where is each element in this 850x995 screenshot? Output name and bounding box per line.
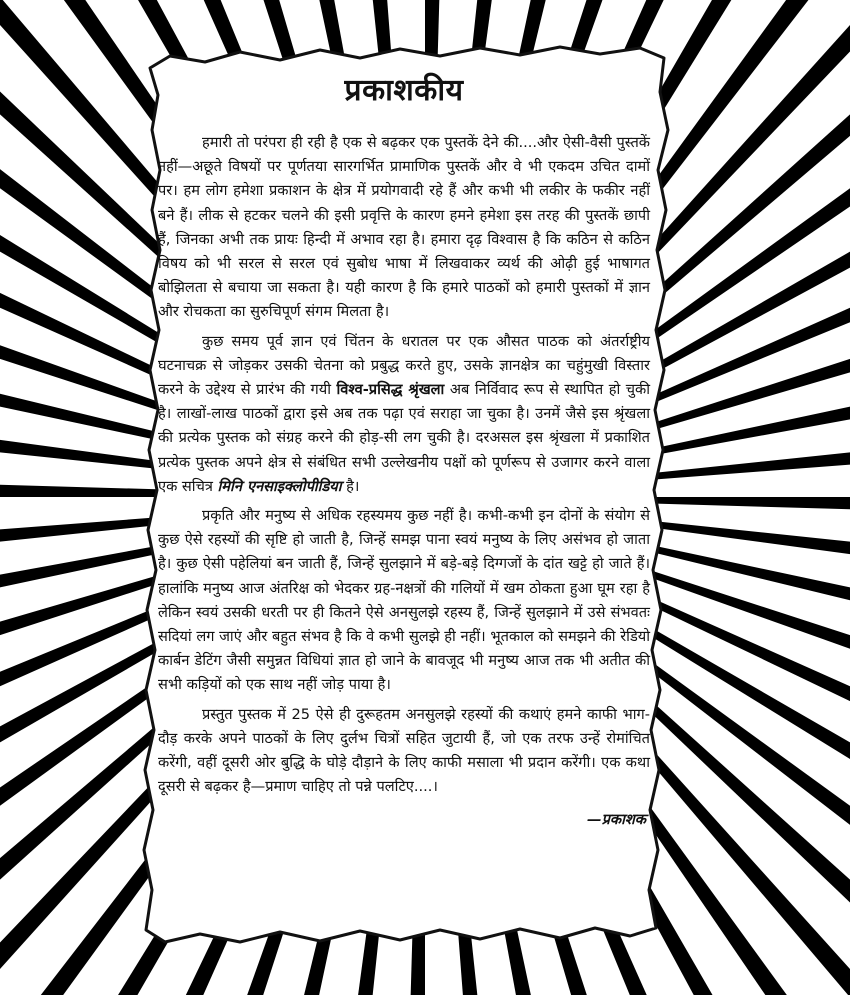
paragraph-2-text-b: अब निर्विवाद रूप से स्थापित हो चुकी है। लाखों-लाख पाठकों द्वारा इसे अब तक पढ़ा एवं सराहा जा चुका है। उनमें जैसे इस श्रृंखला की प्रत्येक पुस्तक को संग्रह करने की होड़-सी लग चुकी है। दरअसल इस श्रृंखला में प्रकाशित प्रत्येक पुस्तक अपने क्षेत्र से संबंधित सभी उल्लेखनीय पक्षों को पूर्णरूप से उजागर करने वाला एक सचित्र [158,381,651,495]
paragraph-2-text-a: कुछ समय पूर्व ज्ञान एवं चिंतन के धरातल पर एक औसत पाठक को अंतर्राष्ट्रीय घटनाचक्र से जोड़कर उसकी चेतना को प्रबुद्ध करते हुए, उसके ज्ञानक्षेत्र का चहुंमुखी विस्तार करने के उद्देश्य से प्रारंभ की गयी [158,332,650,399]
paragraph-3: प्रकृति और मनुष्य से अधिक रहस्यमय कुछ नहीं है। कभी-कभी इन दोनों के संयोग से कुछ ऐसे रहस्यों की सृष्टि हो जाती है, जिन्हें समझ पाना स्वयं मनुष्य के लिए असंभव हो जाता है। कुछ ऐसी पहेलियां बन जाती हैं, जिन्हें सुलझाने में बड़े-बड़े दिग्गजों के दांत खट्टे हो जाते हैं। हालांकि मनुष्य आज अंतरिक्ष को भेदकर ग्रह-नक्षत्रों की गलियों में खम ठोकता हुआ घूम रहा है लेकिन स्वयं उसकी धरती पर ही कितने ऐसे अनसुलझे रहस्य हैं, जिन्हें सुलझाने में उसे संभवतः सदियां लग जाएं और बहुत संभव है कि वे कभी सुलझे ही नहीं। भूतकाल को समझने की रेडियो कार्बन डेटिंग जैसी समुन्नत विधियां ज्ञात हो जाने के बावजूद भी मनुष्य आज तक भी अतीत की सभी कड़ियों को एक साथ नहीं जोड़ पाया है। [158,507,650,694]
publisher-signature: —प्रकाशक [586,811,646,829]
paragraph-1: हमारी तो परंपरा ही रही है एक से बढ़कर एक पुस्तकें देने की....और ऐसी-वैसी पुस्तकें नहीं—अछूते विषयों पर पूर्णतया सारगर्भित प्रामाणिक पुस्तकें और वे भी एकदम उचित दामों पर। हम लोग हमेशा प्रकाशन के क्षेत्र में प्रयोगवादी रहे हैं और कभी भी लकीर के फकीर नहीं बने हैं। लीक से हटकर चलने की इसी प्रवृत्ति के कारण हमने हमेशा इस तरह की पुस्तकें छापी हैं, जिनका अभी तक प्रायः हिन्दी में अभाव रहा है। हमारा दृढ़ विश्वास है कि कठिन से कठिन विषय को भी सरल से सरल एवं सुबोध भाषा में लिखवाकर व्यर्थ की ओढ़ी हुई भाषागत बोझिलता से बचाया जा सकता है। यही कारण है कि हमारे पाठकों को हमारी पुस्तकों में ज्ञान और रोचकता का सुरुचिपूर्ण संगम मिलता है। [158,134,650,321]
mini-encyclopedia-highlight: मिनि एनसाइक्लोपीडिया [217,477,342,495]
series-name-highlight: विश्व-प्रसिद्ध श्रृंखला [336,381,445,399]
paragraph-4: प्रस्तुत पुस्तक में 25 ऐसे ही दुरूहतम अनसुलझे रहस्यों की कथाएं हमने काफी भाग-दौड़ करके अपने पाठकों के लिए दुर्लभ चित्रों सहित जुटायी हैं, जो एक तरफ उन्हें रोमांचित करेंगी, वहीं दूसरी ओर बुद्धि के घोड़े दौड़ाने के लिए काफी मसाला भी प्रदान करेंगी। एक कथा दूसरी से बढ़कर है—प्रमाण चाहिए तो पन्ने पलटिए....। [158,705,650,796]
page-title: प्रकाशकीय [344,73,464,108]
paragraph-2 [158,330,650,499]
publisher-note [158,62,650,922]
paragraph-2-text-c: है। [346,477,360,495]
